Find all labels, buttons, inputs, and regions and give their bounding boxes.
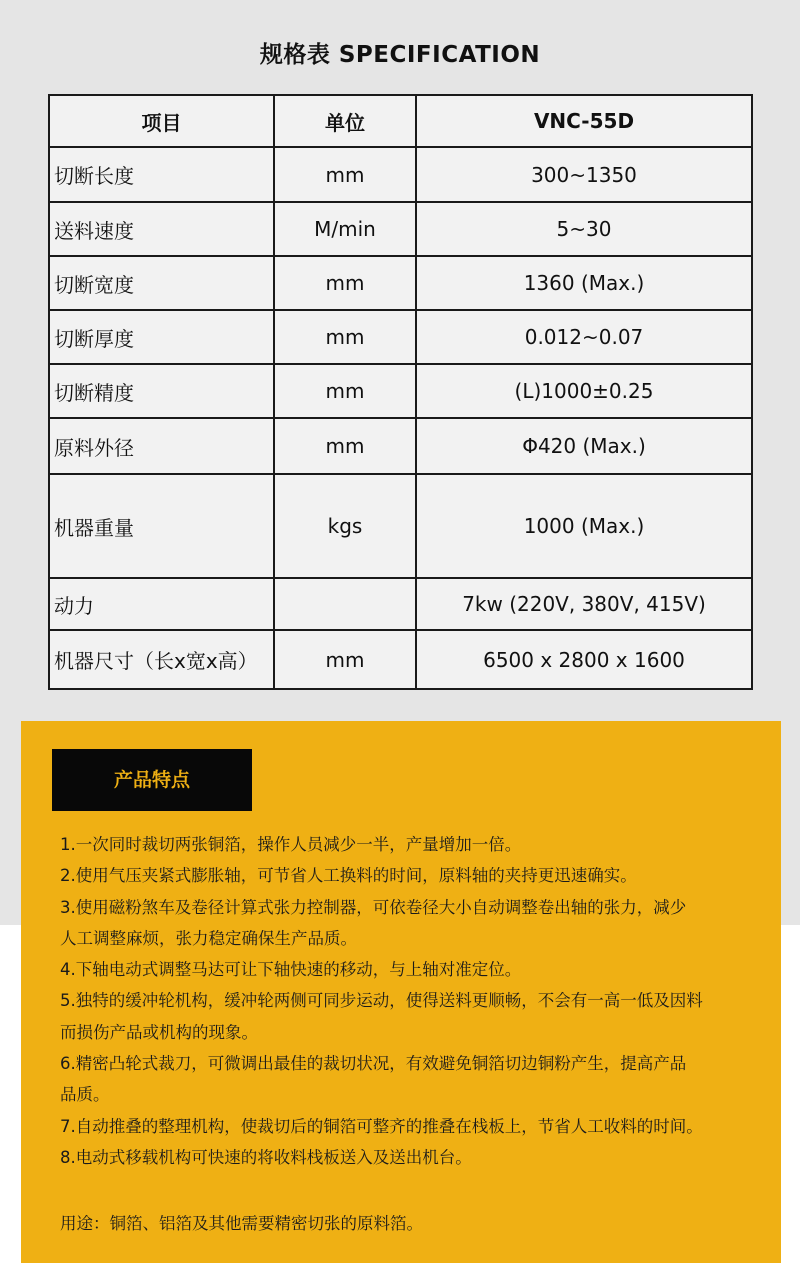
spec-table — [48, 94, 753, 690]
feature-line: 7.自动推叠的整理机构，使裁切后的铜箔可整齐的推叠在栈板上，节省人工收料的时间。 — [60, 1116, 703, 1136]
row-value: 7kw (220V, 380V, 415V) — [416, 578, 752, 630]
feature-line: 品质。 — [60, 1085, 110, 1105]
table-row — [49, 578, 752, 630]
feature-line: 5.独特的缓冲轮机构，缓冲轮两侧可同步运动，使得送料更顺畅，不会有一高一低及因料 — [60, 991, 703, 1011]
row-unit: mm — [274, 630, 416, 689]
feature-line: 人工调整麻烦，张力稳定确保生产品质。 — [60, 928, 357, 948]
row-unit: mm — [274, 418, 416, 474]
row-value: 300~1350 — [416, 147, 752, 202]
usage-text: 用途：铜箔、铝箔及其他需要精密切张的原料箔。 — [60, 1214, 423, 1233]
feature-line: 8.电动式移载机构可快速的将收料栈板送入及送出机台。 — [60, 1147, 472, 1167]
table-row — [49, 630, 752, 689]
feature-line: 3.使用磁粉煞车及卷径计算式张力控制器，可依卷径大小自动调整卷出轴的张力，减少 — [60, 897, 687, 917]
table-header-row — [49, 95, 752, 147]
row-item: 动力 — [49, 578, 274, 630]
row-item: 机器尺寸（长x宽x高） — [49, 630, 274, 689]
header-unit: 单位 — [274, 95, 416, 147]
feature-line: 而损伤产品或机构的现象。 — [60, 1022, 258, 1042]
table-row — [49, 364, 752, 418]
row-unit: mm — [274, 256, 416, 310]
page-title: 规格表 SPECIFICATION — [259, 42, 541, 68]
feature-line: 6.精密凸轮式裁刀，可微调出最佳的裁切状况，有效避免铜箔切边铜粉产生，提高产品 — [60, 1054, 687, 1074]
table-row — [49, 256, 752, 310]
row-value: 0.012~0.07 — [416, 310, 752, 364]
row-value: 1000 (Max.) — [416, 474, 752, 578]
row-value: 6500 x 2800 x 1600 — [416, 630, 752, 689]
row-value: Φ420 (Max.) — [416, 418, 752, 474]
feature-line: 1.一次同时裁切两张铜箔，操作人员减少一半，产量增加一倍。 — [60, 835, 522, 854]
table-row — [49, 147, 752, 202]
table-row — [49, 418, 752, 474]
features-heading: 产品特点 — [52, 749, 252, 811]
table-row — [49, 202, 752, 256]
row-value: (L)1000±0.25 — [416, 364, 752, 418]
row-unit: M/min — [274, 202, 416, 256]
table-row — [49, 310, 752, 364]
table-row — [49, 474, 752, 578]
row-unit: mm — [274, 310, 416, 364]
row-unit — [274, 578, 416, 630]
row-item: 切断厚度 — [49, 310, 274, 364]
feature-line: 4.下轴电动式调整马达可让下轴快速的移动，与上轴对准定位。 — [60, 960, 522, 980]
row-item: 切断长度 — [49, 147, 274, 202]
row-value: 1360 (Max.) — [416, 256, 752, 310]
row-item: 切断精度 — [49, 364, 274, 418]
header-model: VNC-55D — [416, 95, 752, 147]
feature-line: 2.使用气压夹紧式膨胀轴，可节省人工换料的时间，原料轴的夹持更迅速确实。 — [60, 866, 637, 886]
row-unit: mm — [274, 147, 416, 202]
features-list — [60, 829, 765, 1173]
row-item: 原料外径 — [49, 418, 274, 474]
features-panel — [21, 721, 781, 1263]
header-item: 项目 — [49, 95, 274, 147]
row-item: 切断宽度 — [49, 256, 274, 310]
row-unit: kgs — [274, 474, 416, 578]
row-value: 5~30 — [416, 202, 752, 256]
row-unit: mm — [274, 364, 416, 418]
row-item: 机器重量 — [49, 474, 274, 578]
row-item: 送料速度 — [49, 202, 274, 256]
